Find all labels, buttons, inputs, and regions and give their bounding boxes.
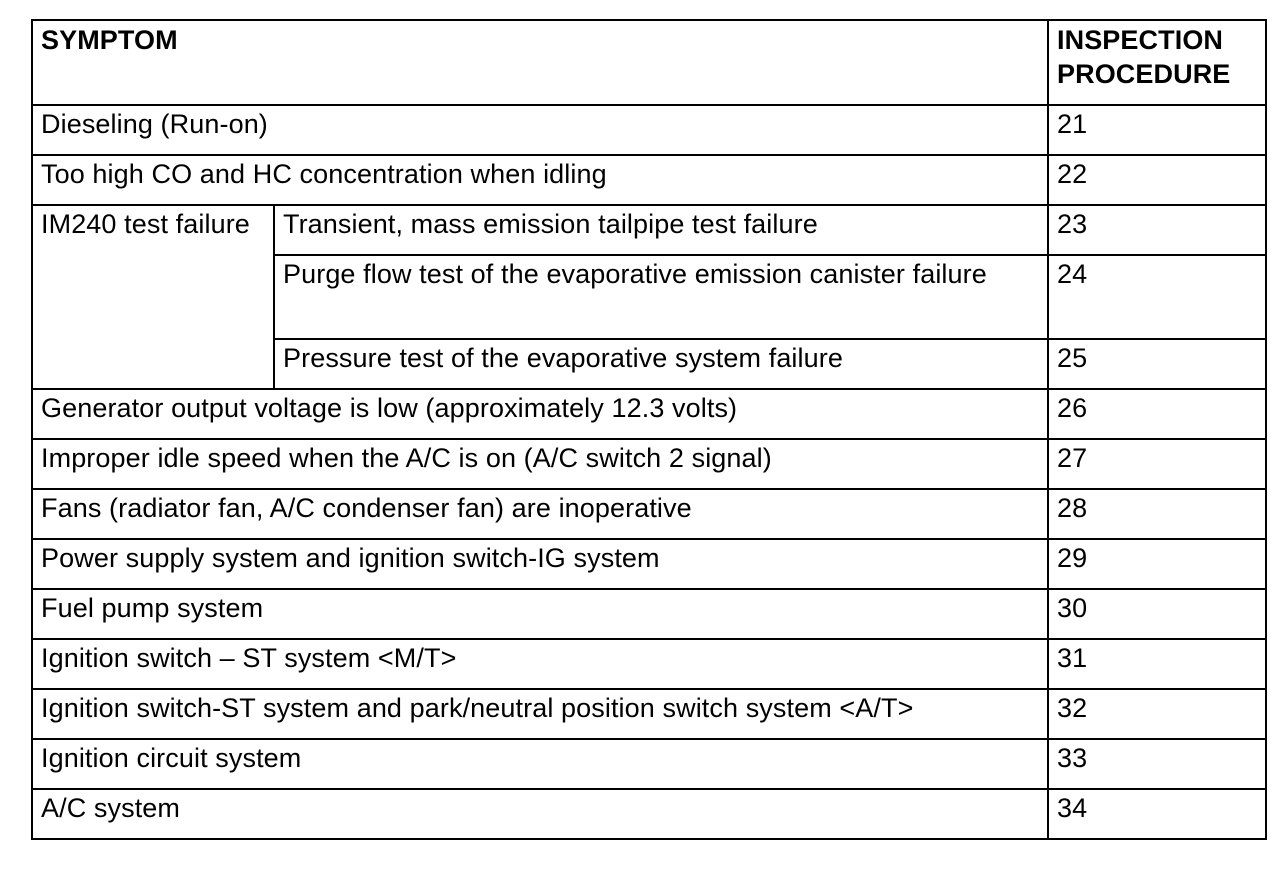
procedure-cell: 28 — [1048, 489, 1266, 539]
header-row — [32, 20, 1266, 105]
procedure-cell: 26 — [1048, 389, 1266, 439]
symptom-cell: Power supply system and ignition switch-IG system — [32, 539, 1048, 589]
table-row — [32, 639, 1266, 689]
procedure-header-line2: PROCEDURE — [1057, 59, 1231, 89]
group-label-cell: IM240 test failure — [32, 205, 274, 389]
symptom-cell: Dieseling (Run-on) — [32, 105, 1048, 155]
table-row — [32, 205, 1266, 255]
table-row — [32, 689, 1266, 739]
sub-symptom-cell: Purge flow test of the evaporative emission canister failure — [274, 255, 1048, 339]
table-row — [32, 105, 1266, 155]
procedure-cell: 23 — [1048, 205, 1266, 255]
sub-symptom-cell: Pressure test of the evaporative system failure — [274, 339, 1048, 389]
procedure-cell: 22 — [1048, 155, 1266, 205]
symptom-cell: Generator output voltage is low (approximately 12.3 volts) — [32, 389, 1048, 439]
symptom-cell: Too high CO and HC concentration when idling — [32, 155, 1048, 205]
table-row — [32, 155, 1266, 205]
table-row — [32, 789, 1266, 839]
procedure-cell: 30 — [1048, 589, 1266, 639]
procedure-cell: 31 — [1048, 639, 1266, 689]
symptom-cell: Ignition switch – ST system <M/T> — [32, 639, 1048, 689]
procedure-cell: 27 — [1048, 439, 1266, 489]
symptom-header: SYMPTOM — [32, 20, 1048, 105]
procedure-cell: 32 — [1048, 689, 1266, 739]
table-row — [32, 739, 1266, 789]
procedure-cell: 33 — [1048, 739, 1266, 789]
procedure-cell: 25 — [1048, 339, 1266, 389]
table-row — [32, 539, 1266, 589]
symptom-cell: Fuel pump system — [32, 589, 1048, 639]
procedure-header-line1: INSPECTION — [1057, 25, 1224, 55]
symptom-cell: A/C system — [32, 789, 1048, 839]
procedure-cell: 34 — [1048, 789, 1266, 839]
table-row — [32, 439, 1266, 489]
procedure-cell: 24 — [1048, 255, 1266, 339]
symptom-cell: Fans (radiator fan, A/C condenser fan) are inoperative — [32, 489, 1048, 539]
symptom-cell: Ignition switch-ST system and park/neutral position switch system <A/T> — [32, 689, 1048, 739]
table-row — [32, 489, 1266, 539]
sub-symptom-cell: Transient, mass emission tailpipe test failure — [274, 205, 1048, 255]
symptom-procedure-table — [31, 19, 1267, 840]
inspection-procedure-header — [1048, 20, 1266, 105]
procedure-cell: 21 — [1048, 105, 1266, 155]
symptom-cell: Improper idle speed when the A/C is on (A/C switch 2 signal) — [32, 439, 1048, 489]
procedure-cell: 29 — [1048, 539, 1266, 589]
table-row — [32, 589, 1266, 639]
symptom-cell: Ignition circuit system — [32, 739, 1048, 789]
table-row — [32, 389, 1266, 439]
